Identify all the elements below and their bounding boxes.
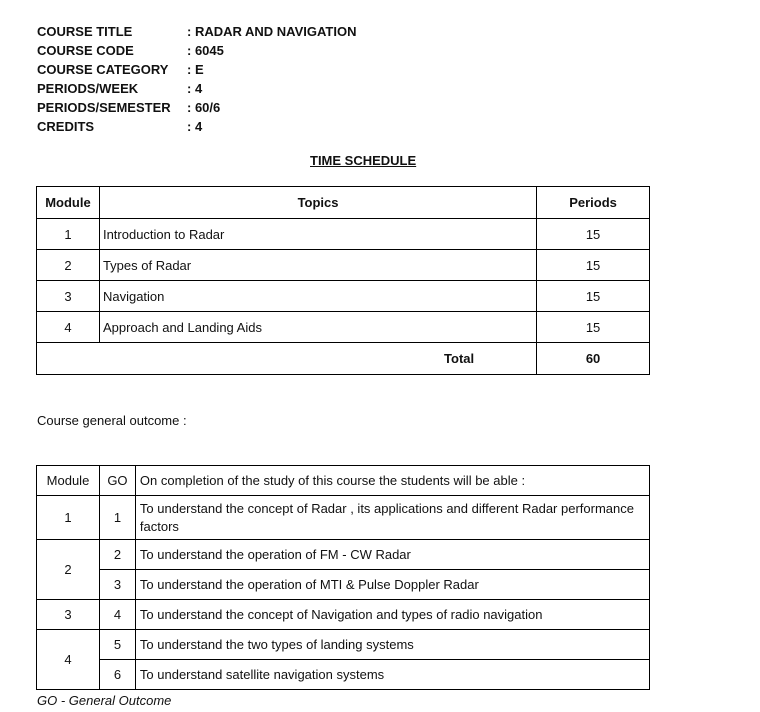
credits-value: : 4 bbox=[187, 119, 203, 134]
table-header-row bbox=[37, 466, 650, 496]
outcome-cell: To understand the concept of Navigation and types of radio navigation bbox=[135, 600, 649, 630]
topic-cell: Approach and Landing Aids bbox=[99, 312, 536, 343]
module-cell: 2 bbox=[37, 250, 100, 281]
go-header: GO bbox=[99, 466, 135, 496]
periods-cell: 15 bbox=[537, 281, 650, 312]
periods-semester-value: : 60/6 bbox=[187, 100, 221, 115]
periods-week-value: : 4 bbox=[187, 81, 203, 96]
time-schedule-table bbox=[36, 186, 650, 375]
course-code-label: COURSE CODE bbox=[37, 43, 134, 58]
periods-week-label: PERIODS/WEEK bbox=[37, 81, 139, 96]
table-row bbox=[37, 630, 650, 660]
outcome-cell: To understand the concept of Radar , its applications and different Radar performance factors bbox=[135, 496, 649, 540]
course-outcome-label: Course general outcome : bbox=[37, 413, 187, 428]
table-row bbox=[37, 219, 650, 250]
course-category-label: COURSE CATEGORY bbox=[37, 62, 169, 77]
go-cell: 1 bbox=[99, 496, 135, 540]
table-row bbox=[37, 250, 650, 281]
module-header: Module bbox=[37, 466, 100, 496]
time-schedule-heading: TIME SCHEDULE bbox=[310, 153, 417, 168]
table-row bbox=[37, 312, 650, 343]
topic-cell: Navigation bbox=[99, 281, 536, 312]
periods-cell: 15 bbox=[537, 219, 650, 250]
footnote: GO - General Outcome bbox=[37, 693, 172, 708]
credits-label: CREDITS bbox=[37, 119, 95, 134]
periods-cell: 15 bbox=[537, 312, 650, 343]
topic-cell: Types of Radar bbox=[99, 250, 536, 281]
periods-semester-label: PERIODS/SEMESTER bbox=[37, 100, 171, 115]
go-cell: 5 bbox=[99, 630, 135, 660]
course-category-value: : E bbox=[187, 62, 204, 77]
module-cell: 4 bbox=[37, 312, 100, 343]
periods-cell: 15 bbox=[537, 250, 650, 281]
credits-row bbox=[37, 117, 356, 136]
total-row bbox=[37, 343, 650, 375]
module-cell: 3 bbox=[37, 281, 100, 312]
outcome-cell: To understand the operation of FM - CW Radar bbox=[135, 540, 649, 570]
go-cell: 3 bbox=[99, 570, 135, 600]
outcomes-table bbox=[36, 465, 650, 690]
outcome-cell: To understand the two types of landing systems bbox=[135, 630, 649, 660]
periods-header: Periods bbox=[537, 187, 650, 219]
total-label: Total bbox=[37, 343, 537, 375]
go-cell: 6 bbox=[99, 660, 135, 690]
module-cell: 1 bbox=[37, 219, 100, 250]
table-row bbox=[37, 496, 650, 540]
module-header: Module bbox=[37, 187, 100, 219]
table-row bbox=[37, 660, 650, 690]
module-cell: 3 bbox=[37, 600, 100, 630]
total-value: 60 bbox=[537, 343, 650, 375]
go-cell: 2 bbox=[99, 540, 135, 570]
periods-week-row bbox=[37, 79, 356, 98]
go-cell: 4 bbox=[99, 600, 135, 630]
outcome-cell: To understand satellite navigation systems bbox=[135, 660, 649, 690]
course-title-row bbox=[37, 22, 356, 41]
course-code-row bbox=[37, 41, 356, 60]
table-row bbox=[37, 281, 650, 312]
topics-header: Topics bbox=[99, 187, 536, 219]
module-cell: 4 bbox=[37, 630, 100, 690]
periods-semester-row bbox=[37, 98, 356, 117]
module-cell: 2 bbox=[37, 540, 100, 600]
table-header-row bbox=[37, 187, 650, 219]
table-row bbox=[37, 540, 650, 570]
course-info bbox=[37, 22, 356, 136]
course-title-label: COURSE TITLE bbox=[37, 24, 133, 39]
topic-cell: Introduction to Radar bbox=[99, 219, 536, 250]
course-category-row bbox=[37, 60, 356, 79]
outcome-desc-header: On completion of the study of this course the students will be able : bbox=[135, 466, 649, 496]
outcome-cell: To understand the operation of MTI & Pulse Doppler Radar bbox=[135, 570, 649, 600]
module-cell: 1 bbox=[37, 496, 100, 540]
table-row bbox=[37, 570, 650, 600]
course-title-value: : RADAR AND NAVIGATION bbox=[187, 24, 357, 39]
table-row bbox=[37, 600, 650, 630]
course-code-value: : 6045 bbox=[187, 43, 224, 58]
